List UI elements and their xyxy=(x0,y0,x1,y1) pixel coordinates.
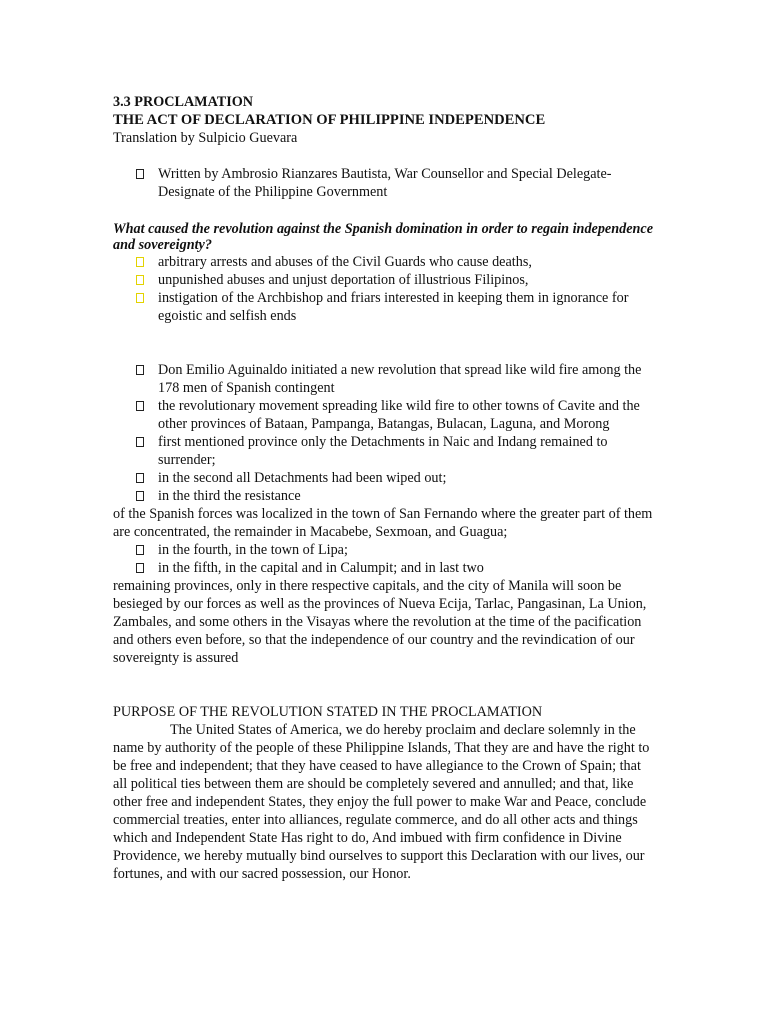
cause-item: instigation of the Archbishop and friars interested in keeping them in ignorance for egoistic and selfish ends xyxy=(113,289,658,325)
bullet-box-icon xyxy=(136,275,144,285)
bullet-box-icon xyxy=(136,545,144,555)
bullet-box-icon xyxy=(136,293,144,303)
event-item: first mentioned province only the Detachments in Naic and Indang remained to surrender; xyxy=(113,433,658,469)
document-page xyxy=(113,93,658,883)
spanish-forces-paragraph: of the Spanish forces was localized in the town of San Fernando where the greater part of them are concentrated, the remainder in Macabebe, Sexmoan, and Guagua; xyxy=(113,506,653,540)
bullet-box-icon xyxy=(136,491,144,501)
bullet-box-icon xyxy=(136,257,144,267)
bullet-box-icon xyxy=(136,437,144,447)
question-heading: What caused the revolution against the Spanish domination in order to regain independence and sovereignty? xyxy=(113,221,653,253)
bullet-box-icon xyxy=(136,365,144,375)
remaining-provinces-paragraph: remaining provinces, only in there respective capitals, and the city of Manila will soon be besieged by our forces as well as the provinces of Nueva Ecija, Tarlac, Pangasinan, La Union, Zambales, and some others in the Visayas where the revolution at the time of the pacification and others even before, so that the independence of our country and the revindication of our sovereignty is assured xyxy=(113,578,647,666)
section-number: 3.3 PROCLAMATION xyxy=(113,94,254,110)
event-item: Don Emilio Aguinaldo initiated a new revolution that spread like wild fire among the 178 men of Spanish contingent xyxy=(113,361,658,397)
translation-credit: Translation by Sulpicio Guevara xyxy=(113,130,298,146)
bullet-box-icon xyxy=(136,401,144,411)
bullet-box-icon xyxy=(136,169,144,179)
cause-item: arbitrary arrests and abuses of the Civil Guards who cause deaths, xyxy=(113,253,658,271)
purpose-paragraph: The United States of America, we do hereby proclaim and declare solemnly in the name by authority of the people of these Philippine Islands, That they are and have the right to be free and independent; that they have ceased to have allegiance to the Crown of Spain; that all political ties between them are should be completely severed and annulled; and that, like other free and independent States, they enjoy the full power to make War and Peace, conclude commercial treaties, enter into alliances, regulate commerce, and do all other acts and things which and Independent State Has right to do, And imbued with firm confidence in Divine Providence, we hereby mutually bind ourselves to support this Declaration with our lives, our fortunes, and with our sacred possession, our Honor. xyxy=(113,722,650,882)
document-title: THE ACT OF DECLARATION OF PHILIPPINE INDEPENDENCE xyxy=(113,112,546,128)
author-bullet: Written by Ambrosio Rianzares Bautista, War Counsellor and Special Delegate-Designate of the Philippine Government xyxy=(113,165,658,201)
event-item: in the fourth, in the town of Lipa; xyxy=(113,541,658,559)
event-item: in the fifth, in the capital and in Calumpit; and in last two xyxy=(113,559,658,577)
event-item: the revolutionary movement spreading like wild fire to other towns of Cavite and the other provinces of Bataan, Pampanga, Batangas, Bulacan, Laguna, and Morong xyxy=(113,397,658,433)
event-item: in the second all Detachments had been wiped out; xyxy=(113,469,658,487)
purpose-heading: PURPOSE OF THE REVOLUTION STATED IN THE PROCLAMATION xyxy=(113,704,543,720)
event-item: in the third the resistance xyxy=(113,487,658,505)
bullet-box-icon xyxy=(136,563,144,573)
bullet-box-icon xyxy=(136,473,144,483)
cause-item: unpunished abuses and unjust deportation of illustrious Filipinos, xyxy=(113,271,658,289)
